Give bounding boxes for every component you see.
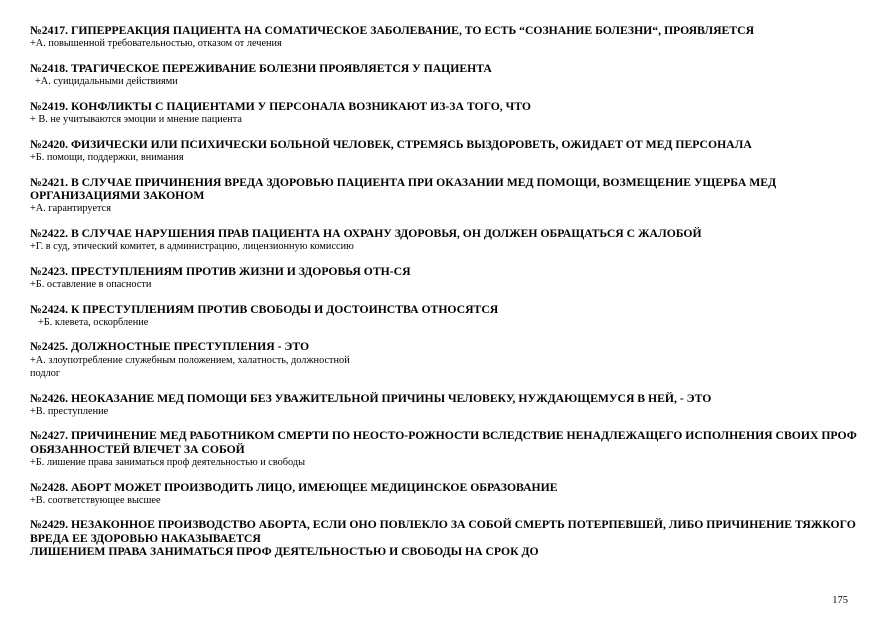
answer-text: +Б. помощи, поддержки, внимания xyxy=(30,151,184,163)
question-text: №2427. ПРИЧИНЕНИЕ МЕД РАБОТНИКОМ СМЕРТИ ПО НЕОСТО-РОЖНОСТИ ВСЛЕДСТВИЕ НЕНАДЛЕЖАЩЕГО ИСПОЛНЕНИЯ СВОИХ ПРОФ ОБЯЗАННОСТЕЙ ВЛЕЧЕТ ЗА СОБОЙ xyxy=(30,429,860,456)
document-page xyxy=(30,24,860,570)
answer-text: +А. гарантируется xyxy=(30,203,111,215)
question-text: №2419. КОНФЛИКТЫ С ПАЦИЕНТАМИ У ПЕРСОНАЛА ВОЗНИКАЮТ ИЗ-ЗА ТОГО, ЧТО xyxy=(30,99,531,113)
question-text: №2418. ТРАГИЧЕСКОЕ ПЕРЕЖИВАНИЕ БОЛЕЗНИ ПРОЯВЛЯЕТСЯ У ПАЦИЕНТА xyxy=(30,61,492,75)
question-text: №2423. ПРЕСТУПЛЕНИЯМ ПРОТИВ ЖИЗНИ И ЗДОРОВЬЯ ОТН-СЯ xyxy=(30,264,411,278)
question-text: №2422. В СЛУЧАЕ НАРУШЕНИЯ ПРАВ ПАЦИЕНТА НА ОХРАНУ ЗДОРОВЬЯ, ОН ДОЛЖЕН ОБРАЩАТЬСЯ С ЖАЛОБОЙ xyxy=(30,226,702,240)
question-text: №2429. НЕЗАКОННОЕ ПРОИЗВОДСТВО АБОРТА, ЕСЛИ ОНО ПОВЛЕКЛО ЗА СОБОЙ СМЕРТЬ ПОТЕРПЕВШЕЙ, ЛИБО ПРИЧИНЕНИЕ ТЯЖКОГО ВРЕДА ЕЕ ЗДОРОВЬЮ НАКАЗЫВАЕТСЯ ЛИШЕНИЕМ ПРАВА ЗАНИМАТЬСЯ ПРОФ ДЕЯТЕЛЬНОСТЬЮ И СВОБОДЫ НА СРОК ДО xyxy=(30,518,856,559)
question-2420 xyxy=(30,138,860,165)
question-2429 xyxy=(30,518,860,558)
answer-text: +Б. оставление в опасности xyxy=(30,278,152,290)
question-2423 xyxy=(30,265,860,292)
question-text: №2420. ФИЗИЧЕСКИ ИЛИ ПСИХИЧЕСКИ БОЛЬНОЙ ЧЕЛОВЕК, СТРЕМЯСЬ ВЫЗДОРОВЕТЬ, ОЖИДАЕТ ОТ МЕД ПЕРСОНАЛА xyxy=(30,137,752,151)
question-2428 xyxy=(30,481,860,508)
question-2418 xyxy=(30,62,860,89)
question-2417 xyxy=(30,24,860,51)
question-2419 xyxy=(30,100,860,127)
question-2426 xyxy=(30,392,860,419)
question-text: №2426. НЕОКАЗАНИЕ МЕД ПОМОЩИ БЕЗ УВАЖИТЕЛЬНОЙ ПРИЧИНЫ ЧЕЛОВЕКУ, НУЖДАЮЩЕМУСЯ В НЕЙ, - ЭТО xyxy=(30,391,712,405)
answer-text: +Б. клевета, оскорбление xyxy=(38,316,149,328)
answer-text: +В. преступление xyxy=(30,405,109,417)
question-text: №2425. ДОЛЖНОСТНЫЕ ПРЕСТУПЛЕНИЯ - ЭТО xyxy=(30,340,310,354)
question-2427 xyxy=(30,429,860,469)
answer-text: +В. соответствующее высшее xyxy=(30,494,161,506)
question-2424 xyxy=(30,303,860,330)
question-text: №2421. В СЛУЧАЕ ПРИЧИНЕНИЯ ВРЕДА ЗДОРОВЬЮ ПАЦИЕНТА ПРИ ОКАЗАНИИ МЕД ПОМОЩИ, ВОЗМЕЩЕНИЕ УЩЕРБА МЕД ОРГАНИЗАЦИЯМИ ЗАКОНОМ xyxy=(30,175,780,202)
answer-text: +А. суицидальными действиями xyxy=(35,76,178,88)
question-text: №2417. ГИПЕРРЕАКЦИЯ ПАЦИЕНТА НА СОМАТИЧЕСКОЕ ЗАБОЛЕВАНИЕ, ТО ЕСТЬ “СОЗНАНИЕ БОЛЕЗНИ“, ПРОЯВЛЯЕТСЯ xyxy=(30,24,755,37)
question-2422 xyxy=(30,227,860,254)
answer-text: +А. злоупотребление служебным положением, халатность, должностной подлог xyxy=(30,354,350,379)
answer-text: +А. повышенной требовательностью, отказом от лечения xyxy=(30,38,282,50)
page-number: 175 xyxy=(832,595,848,606)
question-text: №2428. АБОРТ МОЖЕТ ПРОИЗВОДИТЬ ЛИЦО, ИМЕЮЩЕЕ МЕДИЦИНСКОЕ ОБРАЗОВАНИЕ xyxy=(30,480,558,494)
question-text: №2424. К ПРЕСТУПЛЕНИЯМ ПРОТИВ СВОБОДЫ И ДОСТОИНСТВА ОТНОСЯТСЯ xyxy=(30,302,499,316)
question-2421 xyxy=(30,176,860,216)
answer-text: +Б. лишение права заниматься проф деятельностью и свободы xyxy=(30,457,306,468)
answer-text: + В. не учитываются эмоции и мнение пациента xyxy=(30,114,242,126)
question-2425 xyxy=(30,340,860,380)
answer-text: +Г. в суд, этический комитет, в администрацию, лицензионную комиссию xyxy=(30,241,354,253)
